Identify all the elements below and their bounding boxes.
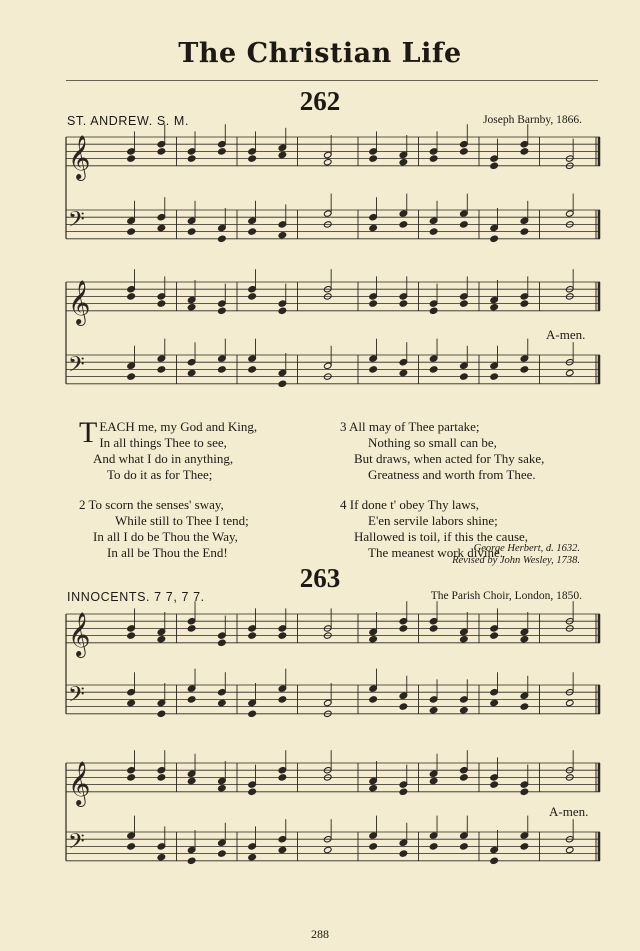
note-head	[278, 380, 287, 387]
verse-line: Hallowed is toil, if this the cause,	[354, 529, 529, 544]
note-head	[248, 788, 257, 795]
hymn-number-263: 263	[299, 563, 341, 593]
note-head	[369, 636, 378, 643]
note-head	[520, 788, 529, 795]
verse-3	[340, 419, 590, 483]
note-head	[187, 369, 196, 376]
note-head	[490, 699, 499, 706]
note-head	[218, 850, 227, 857]
verse-line: EACH me, my God and King,	[99, 419, 258, 434]
note-head	[490, 235, 499, 242]
clef-symbol: 𝄞	[68, 279, 91, 324]
amen-262: A-men.	[546, 327, 586, 342]
note-head	[429, 228, 438, 235]
note-head	[490, 373, 499, 380]
note-head	[278, 696, 287, 703]
clef-symbol: 𝄞	[68, 134, 91, 179]
note-head	[429, 366, 438, 373]
note-head	[429, 707, 438, 714]
note-head	[248, 366, 257, 373]
note-head	[278, 151, 287, 158]
attribution-reviser: Revised by John Wesley, 1738.	[452, 555, 580, 566]
verse-line: E'en servile labors shine;	[368, 513, 498, 528]
note-head	[399, 159, 408, 166]
note-head	[490, 304, 499, 311]
section-title: The Christian Life	[178, 38, 462, 69]
note-head	[369, 785, 378, 792]
verse-line: Greatness and worth from Thee.	[368, 467, 536, 482]
amen-263: A-men.	[549, 804, 589, 819]
note-head	[218, 639, 227, 646]
note-head	[157, 148, 166, 155]
page-number: 288	[311, 927, 329, 941]
note-head	[460, 148, 469, 155]
composer-262: Joseph Barnby, 1866.	[483, 114, 582, 126]
clef-symbol: 𝄞	[68, 611, 91, 656]
note-head	[520, 228, 529, 235]
clef-symbol: 𝄢	[68, 682, 85, 713]
note-head	[218, 699, 227, 706]
clef-symbol: 𝄞	[68, 760, 91, 805]
note-head	[565, 369, 574, 376]
note-head	[369, 843, 378, 850]
note-head	[187, 696, 196, 703]
note-head	[278, 774, 287, 781]
note-head	[565, 699, 574, 706]
attribution-author: George Herbert, d. 1632.	[473, 543, 580, 554]
note-head	[399, 788, 408, 795]
verse-line: 2 To scorn the senses' sway,	[79, 497, 224, 512]
note-head	[460, 373, 469, 380]
clef-symbol: 𝄢	[68, 207, 85, 238]
note-head	[278, 846, 287, 853]
verse-line: In all I do be Thou the Way,	[93, 529, 238, 544]
note-head	[520, 300, 529, 307]
note-head	[187, 857, 196, 864]
verse-line: But draws, when acted for Thy sake,	[354, 451, 545, 466]
note-head	[278, 307, 287, 314]
verse-line: The meanest work divine.	[368, 545, 504, 560]
note-head	[429, 307, 438, 314]
note-head	[187, 777, 196, 784]
note-head	[157, 636, 166, 643]
note-head	[187, 228, 196, 235]
verses-left-column	[79, 416, 329, 569]
note-head	[157, 366, 166, 373]
note-head	[460, 843, 469, 850]
note-head	[157, 224, 166, 231]
verse-line: Nothing so small can be,	[368, 435, 497, 450]
note-head	[278, 232, 287, 239]
note-head	[490, 857, 499, 864]
note-head	[490, 632, 499, 639]
note-head	[187, 625, 196, 632]
note-head	[127, 373, 136, 380]
note-head	[127, 155, 136, 162]
note-head	[157, 300, 166, 307]
note-head	[399, 625, 408, 632]
note-head	[248, 632, 257, 639]
note-head	[460, 300, 469, 307]
note-head	[127, 293, 136, 300]
note-head	[369, 300, 378, 307]
note-head	[520, 843, 529, 850]
note-head	[369, 224, 378, 231]
note-head	[187, 304, 196, 311]
note-head	[520, 703, 529, 710]
note-head	[323, 846, 332, 853]
verse-line: While still to Thee I tend;	[115, 513, 249, 528]
note-head	[218, 235, 227, 242]
note-head	[520, 148, 529, 155]
verse-line: In all be Thou the End!	[107, 545, 228, 560]
tune-name-262: ST. ANDREW. S. M.	[67, 114, 190, 128]
note-head	[157, 710, 166, 717]
verse-line: To do it as for Thee;	[107, 467, 213, 482]
note-head	[127, 699, 136, 706]
note-head	[218, 148, 227, 155]
note-head	[248, 228, 257, 235]
note-head	[248, 710, 257, 717]
note-head	[248, 155, 257, 162]
note-head	[157, 774, 166, 781]
note-head	[520, 366, 529, 373]
note-head	[218, 307, 227, 314]
verse-2	[79, 497, 329, 561]
verse-line: 4 If done t' obey Thy laws,	[340, 497, 479, 512]
note-head	[399, 369, 408, 376]
note-head	[429, 155, 438, 162]
clef-symbol: 𝄢	[68, 352, 85, 383]
note-head	[248, 293, 257, 300]
note-head	[460, 221, 469, 228]
verse-line: And what I do in anything,	[93, 451, 234, 466]
note-head	[490, 162, 499, 169]
clef-symbol: 𝄢	[68, 829, 85, 860]
note-head	[399, 850, 408, 857]
note-head	[429, 625, 438, 632]
note-head	[429, 843, 438, 850]
note-head	[460, 774, 469, 781]
note-head	[218, 785, 227, 792]
note-head	[127, 632, 136, 639]
note-head	[218, 366, 227, 373]
note-head	[369, 155, 378, 162]
note-head	[278, 632, 287, 639]
tune-name-263: INNOCENTS. 7 7, 7 7.	[67, 590, 205, 604]
note-head	[157, 854, 166, 861]
verse-line: 3 All may of Thee partake;	[340, 419, 480, 434]
verse-line: In all things Thee to see,	[99, 435, 227, 450]
note-head	[127, 843, 136, 850]
note-head	[460, 636, 469, 643]
note-head	[187, 155, 196, 162]
verse-1	[79, 416, 329, 483]
note-head	[323, 159, 332, 166]
note-head	[429, 777, 438, 784]
note-head	[490, 781, 499, 788]
hymn-number-262: 262	[299, 86, 341, 116]
note-head	[369, 366, 378, 373]
note-head	[399, 221, 408, 228]
note-head	[127, 228, 136, 235]
note-head	[248, 854, 257, 861]
note-head	[520, 636, 529, 643]
note-head	[399, 300, 408, 307]
note-head	[369, 696, 378, 703]
verse-dropcap: T	[79, 416, 98, 449]
note-head	[399, 703, 408, 710]
note-head	[460, 707, 469, 714]
composer-263: The Parish Choir, London, 1850.	[430, 590, 582, 602]
note-head	[127, 774, 136, 781]
note-head	[565, 846, 574, 853]
